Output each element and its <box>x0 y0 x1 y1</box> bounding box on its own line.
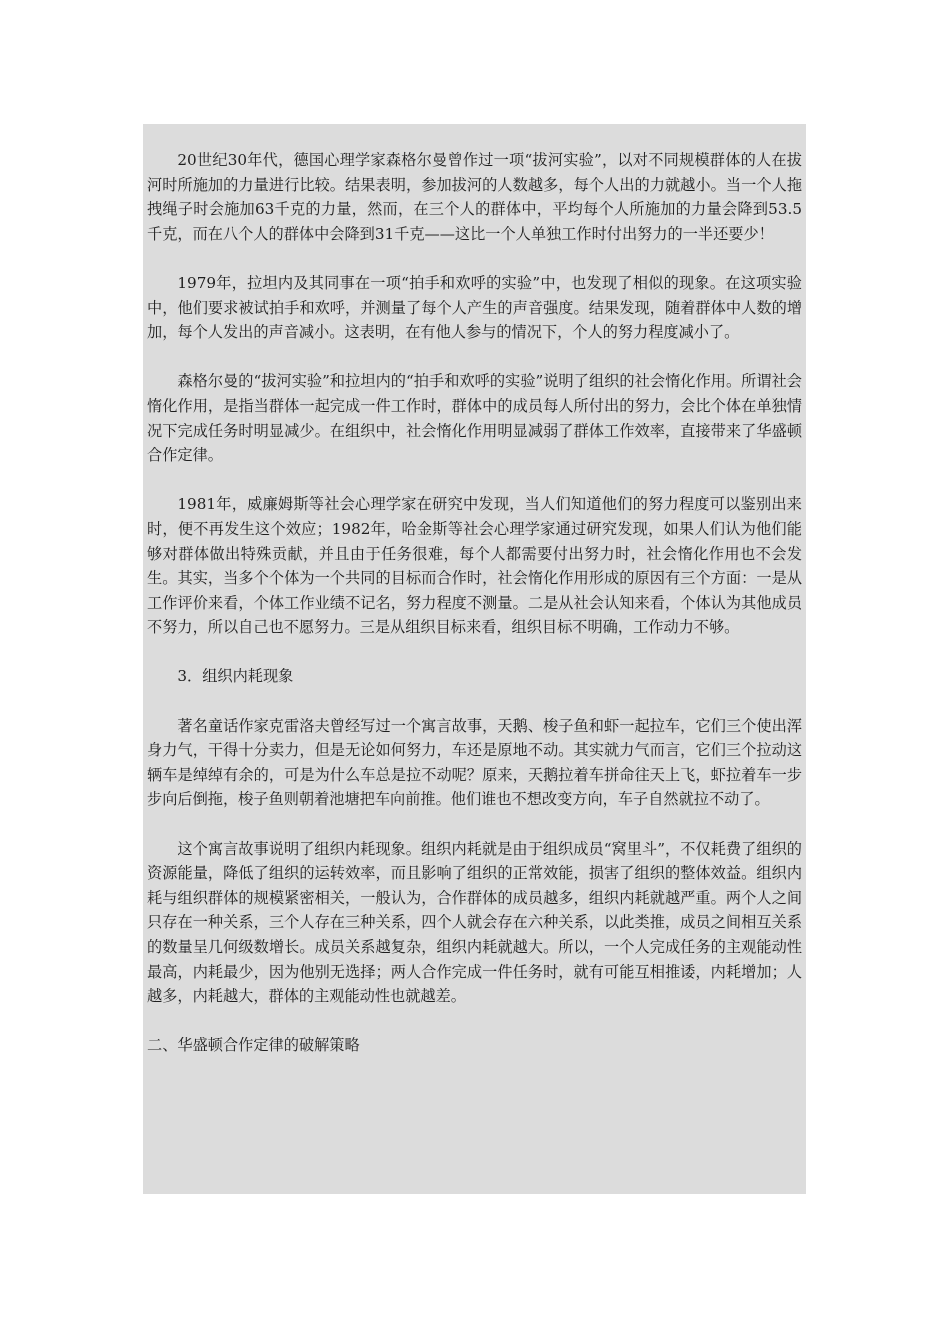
paragraph-social-loafing: 森格尔曼的“拔河实验”和拉坦内的“拍手和欢呼的实验”说明了组织的社会惰化作用。所谓社会惰化作用，是指当群体一起完成一件工作时，群体中的成员每人所付出的努力，会比个体在单独情况下完成任务时明显减少。在组织中，社会惰化作用明显减弱了群体工作效率，直接带来了华盛顿合作定律。 <box>147 372 802 465</box>
section-heading-internal-friction: 3．组织内耗现象 <box>177 667 294 686</box>
paragraph-internal-friction: 这个寓言故事说明了组织内耗现象。组织内耗就是由于组织成员“窝里斗”，不仅耗费了组织的资源能量，降低了组织的运转效率，而且影响了组织的正常效能，损害了组织的整体效益。组织内耗与组织群体的规模紧密相关，一般认为，合作群体的成员越多，组织内耗就越严重。两个人之间只存在一种关系，三个人存在三种关系，四个人就会存在六种关系，以此类推，成员之间相互关系的数量呈几何级数增长。成员关系越复杂，组织内耗就越大。所以，一个人完成任务的主观能动性最高，内耗最少，因为他别无选择；两人合作完成一件任务时，就有可能互相推诿，内耗增加；人越多，内耗越大，群体的主观能动性也就越差。 <box>147 839 802 1006</box>
paragraph-clapping-experiment: 1979年，拉坦内及其同事在一项“拍手和欢呼的实验”中，也发现了相似的现象。在这项实验中，他们要求被试拍手和欢呼，并测量了每个人产生的声音强度。结果发现，随着群体中人数的增加，每个人发出的声音减小。这表明，在有他人参与的情况下，个人的努力程度减小了。 <box>147 273 802 342</box>
text-block <box>143 124 806 1194</box>
section-heading-strategies: 二、华盛顿合作定律的破解策略 <box>147 1036 360 1055</box>
paragraph-fable: 著名童话作家克雷洛夫曾经写过一个寓言故事，天鹅、梭子鱼和虾一起拉车，它们三个使出浑身力气，干得十分卖力，但是无论如何努力，车还是原地不动。其实就力气而言，它们三个拉动这辆车是绰绰有余的，可是为什么车总是拉不动呢？原来，天鹅拉着车拼命往天上飞，虾拉着车一步步向后倒拖，梭子鱼则朝着池塘把车向前推。他们谁也不想改变方向，车子自然就拉不动了。 <box>147 716 802 809</box>
paragraph-loafing-causes: 1981年，威廉姆斯等社会心理学家在研究中发现，当人们知道他们的努力程度可以鉴别出来时，便不再发生这个效应；1982年，哈金斯等社会心理学家通过研究发现，如果人们认为他们能够对群体做出特殊贡献，并且由于任务很难，每个人都需要付出努力时，社会惰化作用也不会发生。其实，当多个个体为一个共同的目标而合作时，社会惰化作用形成的原因有三个方面：一是从工作评价来看，个体工作业绩不记名，努力程度不测量。二是从社会认知来看，个体认为其他成员不努力，所以自己也不愿努力。三是从组织目标来看，组织目标不明确，工作动力不够。 <box>147 495 802 637</box>
paragraph-tug-of-war-experiment: 20世纪30年代，德国心理学家森格尔曼曾作过一项“拔河实验”，以对不同规模群体的人在拔河时所施加的力量进行比较。结果表明，参加拔河的人数越多，每个人出的力就越小。当一个人拖拽绳子时会施加63千克的力量，然而，在三个人的群体中，平均每个人所施加的力量会降到53.5千克，而在八个人的群体中会降到31千克——这比一个人单独工作时付出努力的一半还要少！ <box>147 151 802 243</box>
